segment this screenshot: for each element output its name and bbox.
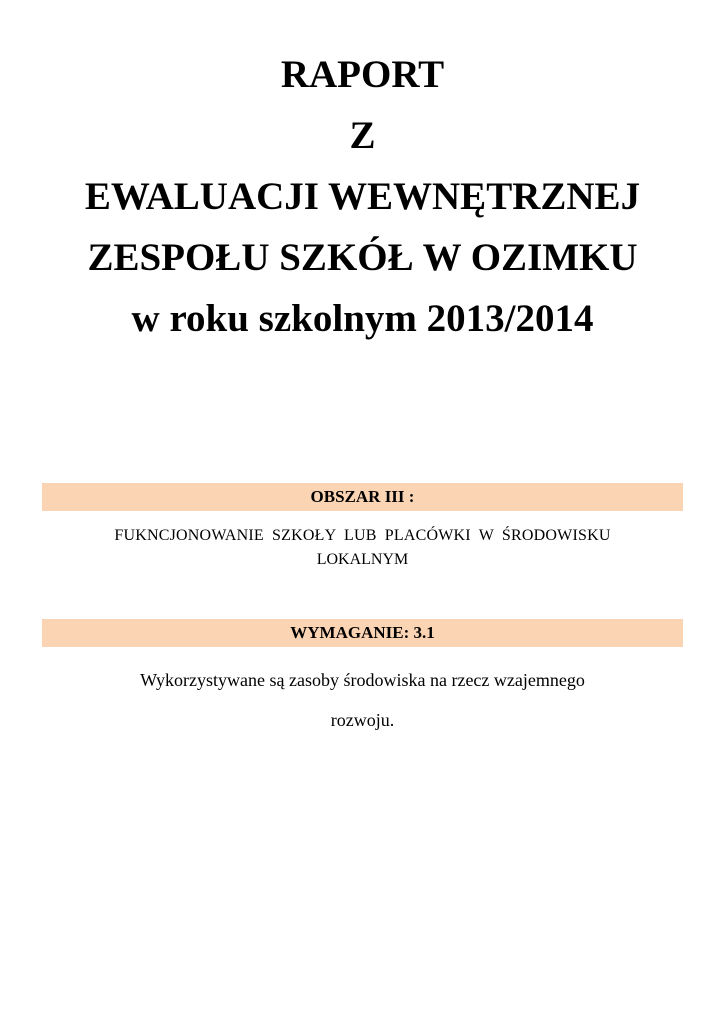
requirement-description-line-2: rozwoju. (330, 710, 395, 730)
title-line-4: ZESPOŁU SZKÓŁ W OZIMKU (87, 236, 638, 279)
requirement-heading-band (42, 619, 683, 647)
area-description (42, 524, 683, 572)
title-line-5: w roku szkolnym 2013/2014 (131, 297, 594, 340)
requirement-description-line-1: Wykorzystywane są zasoby środowiska na rzecz wzajemnego (140, 670, 585, 690)
report-title (0, 44, 725, 349)
area-label: OBSZAR III : (310, 487, 415, 506)
area-description-line-1: FUKNCJONOWANIE SZKOŁY LUB PLACÓWKI W ŚRODOWISKU (114, 527, 611, 544)
area-heading-band (42, 483, 683, 511)
requirement-description (42, 660, 683, 740)
title-line-3: EWALUACJI WEWNĘTRZNEJ (84, 175, 641, 218)
title-line-2: Z (349, 114, 376, 157)
requirement-label: WYMAGANIE: 3.1 (290, 623, 435, 642)
title-line-1: RAPORT (280, 53, 445, 96)
area-description-line-2: LOKALNYM (316, 551, 409, 568)
